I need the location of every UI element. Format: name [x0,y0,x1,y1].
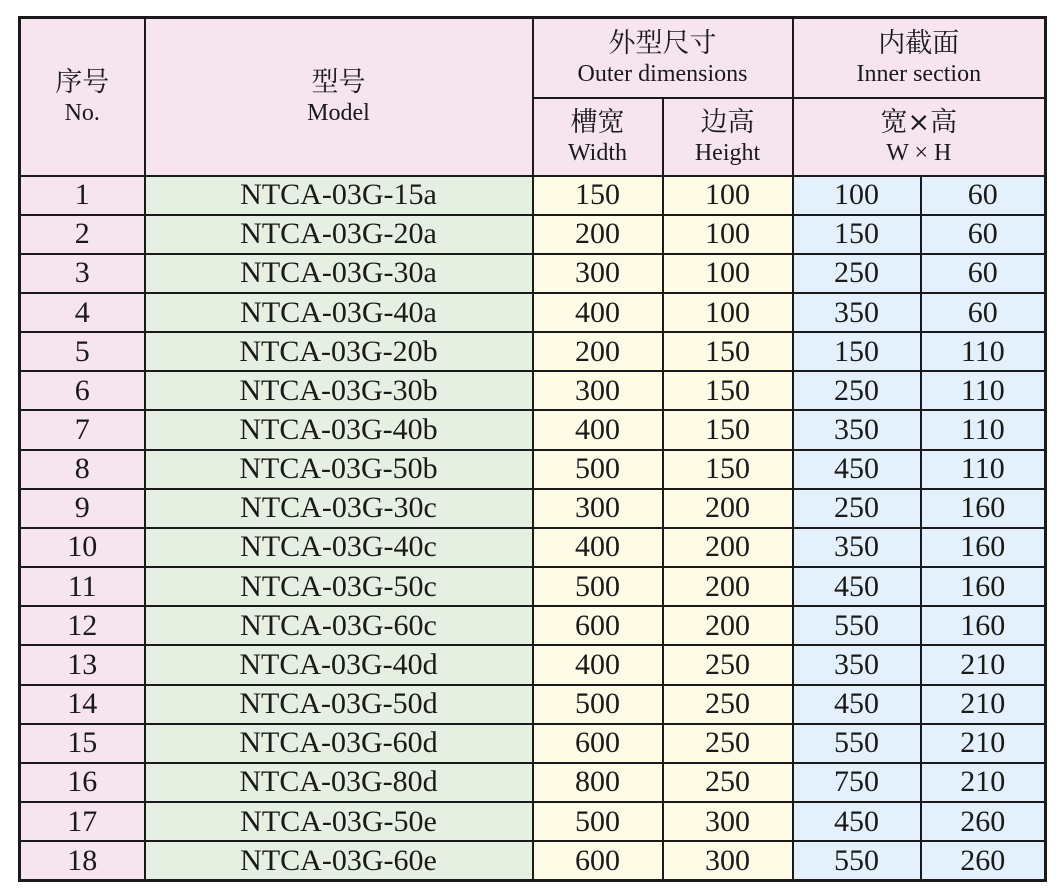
row-width: 400 [533,293,663,332]
header-height [663,98,793,176]
header-width [533,98,663,176]
row-model: NTCA-03G-40b [145,410,533,449]
row-inner-height: 110 [921,450,1046,489]
row-inner-height: 60 [921,176,1046,215]
header-width-en: Width [567,139,628,166]
row-model: NTCA-03G-60c [145,606,533,645]
row-model: NTCA-03G-60d [145,724,533,763]
header-width-zh: 槽宽 [570,106,625,138]
table-row [20,371,1046,410]
row-no: 2 [20,215,145,254]
row-inner-height: 160 [921,606,1046,645]
row-height: 150 [663,410,793,449]
table-row [20,763,1046,802]
row-inner-width: 350 [793,528,921,567]
row-inner-height: 210 [921,724,1046,763]
row-width: 300 [533,254,663,293]
row-height: 150 [663,332,793,371]
table-row [20,528,1046,567]
row-height: 200 [663,489,793,528]
row-width: 200 [533,215,663,254]
header-model-zh: 型号 [311,66,366,98]
row-inner-height: 60 [921,293,1046,332]
row-model: NTCA-03G-40c [145,528,533,567]
row-width: 150 [533,176,663,215]
row-inner-width: 150 [793,332,921,371]
table-row [20,489,1046,528]
header-outer-zh: 外型尺寸 [608,27,717,59]
header-model [145,18,533,176]
row-model: NTCA-03G-80d [145,763,533,802]
table-row [20,645,1046,684]
row-model: NTCA-03G-50b [145,450,533,489]
row-model: NTCA-03G-20b [145,332,533,371]
row-model: NTCA-03G-50d [145,685,533,724]
row-model: NTCA-03G-50e [145,802,533,841]
row-height: 150 [663,371,793,410]
row-no: 11 [20,567,145,606]
header-inner-zh: 内截面 [878,27,960,59]
table-row [20,685,1046,724]
table-row [20,332,1046,371]
table-row [20,802,1046,841]
row-inner-width: 450 [793,685,921,724]
row-inner-height: 110 [921,410,1046,449]
row-no: 10 [20,528,145,567]
table-row [20,841,1046,880]
row-no: 15 [20,724,145,763]
row-no: 8 [20,450,145,489]
table-row [20,724,1046,763]
row-height: 100 [663,293,793,332]
row-width: 600 [533,724,663,763]
header-wh-en: W × H [886,139,952,166]
row-inner-height: 160 [921,567,1046,606]
row-height: 250 [663,645,793,684]
table-row [20,450,1046,489]
spec-table [18,16,1047,882]
table-row [20,215,1046,254]
row-no: 12 [20,606,145,645]
row-inner-width: 100 [793,176,921,215]
row-width: 500 [533,685,663,724]
row-inner-width: 150 [793,215,921,254]
row-height: 100 [663,215,793,254]
row-model: NTCA-03G-30a [145,254,533,293]
row-width: 600 [533,606,663,645]
table-row [20,254,1046,293]
row-inner-width: 750 [793,763,921,802]
row-no: 18 [20,841,145,880]
row-model: NTCA-03G-30b [145,371,533,410]
row-inner-height: 60 [921,215,1046,254]
row-height: 200 [663,528,793,567]
row-height: 200 [663,567,793,606]
row-inner-height: 210 [921,685,1046,724]
row-inner-width: 450 [793,567,921,606]
row-no: 5 [20,332,145,371]
row-model: NTCA-03G-40a [145,293,533,332]
table-row [20,567,1046,606]
row-height: 100 [663,254,793,293]
row-inner-height: 60 [921,254,1046,293]
row-model: NTCA-03G-40d [145,645,533,684]
header-model-en: Model [307,99,370,126]
header-outer-en: Outer dimensions [577,60,748,87]
row-inner-height: 210 [921,645,1046,684]
header-outer [533,18,793,98]
row-inner-width: 550 [793,841,921,880]
row-model: NTCA-03G-15a [145,176,533,215]
table-row [20,293,1046,332]
header-inner [793,18,1046,98]
row-height: 250 [663,724,793,763]
row-width: 500 [533,802,663,841]
row-height: 300 [663,802,793,841]
row-inner-width: 350 [793,645,921,684]
row-inner-width: 550 [793,606,921,645]
row-inner-height: 160 [921,489,1046,528]
row-inner-width: 350 [793,410,921,449]
row-height: 250 [663,763,793,802]
row-height: 300 [663,841,793,880]
row-inner-height: 210 [921,763,1046,802]
row-width: 600 [533,841,663,880]
row-width: 500 [533,567,663,606]
row-no: 7 [20,410,145,449]
header-height-en: Height [694,139,761,166]
row-no: 3 [20,254,145,293]
row-inner-width: 350 [793,293,921,332]
table-row [20,606,1046,645]
row-width: 200 [533,332,663,371]
row-no: 14 [20,685,145,724]
row-no: 13 [20,645,145,684]
row-no: 16 [20,763,145,802]
row-width: 500 [533,450,663,489]
row-width: 400 [533,410,663,449]
header-no [20,18,145,176]
row-no: 1 [20,176,145,215]
header-wh-zh: 宽×高 [880,106,958,138]
header-no-zh: 序号 [55,66,110,98]
row-inner-width: 550 [793,724,921,763]
row-height: 150 [663,450,793,489]
row-model: NTCA-03G-20a [145,215,533,254]
row-inner-width: 450 [793,802,921,841]
row-inner-height: 260 [921,802,1046,841]
row-no: 17 [20,802,145,841]
header-inner-en: Inner section [856,60,982,87]
row-no: 6 [20,371,145,410]
row-inner-height: 110 [921,371,1046,410]
row-height: 100 [663,176,793,215]
row-inner-height: 260 [921,841,1046,880]
row-inner-width: 250 [793,254,921,293]
table-row [20,176,1046,215]
header-wh [793,98,1046,176]
header-no-en: No. [64,99,100,126]
row-width: 400 [533,645,663,684]
row-inner-width: 450 [793,450,921,489]
row-inner-height: 110 [921,332,1046,371]
row-height: 200 [663,606,793,645]
row-width: 300 [533,371,663,410]
row-no: 9 [20,489,145,528]
row-height: 250 [663,685,793,724]
table-row [20,410,1046,449]
row-inner-width: 250 [793,371,921,410]
row-model: NTCA-03G-60e [145,841,533,880]
row-width: 300 [533,489,663,528]
row-inner-height: 160 [921,528,1046,567]
row-inner-width: 250 [793,489,921,528]
row-width: 800 [533,763,663,802]
header-height-zh: 边高 [700,106,755,138]
row-model: NTCA-03G-30c [145,489,533,528]
row-model: NTCA-03G-50c [145,567,533,606]
row-width: 400 [533,528,663,567]
row-no: 4 [20,293,145,332]
